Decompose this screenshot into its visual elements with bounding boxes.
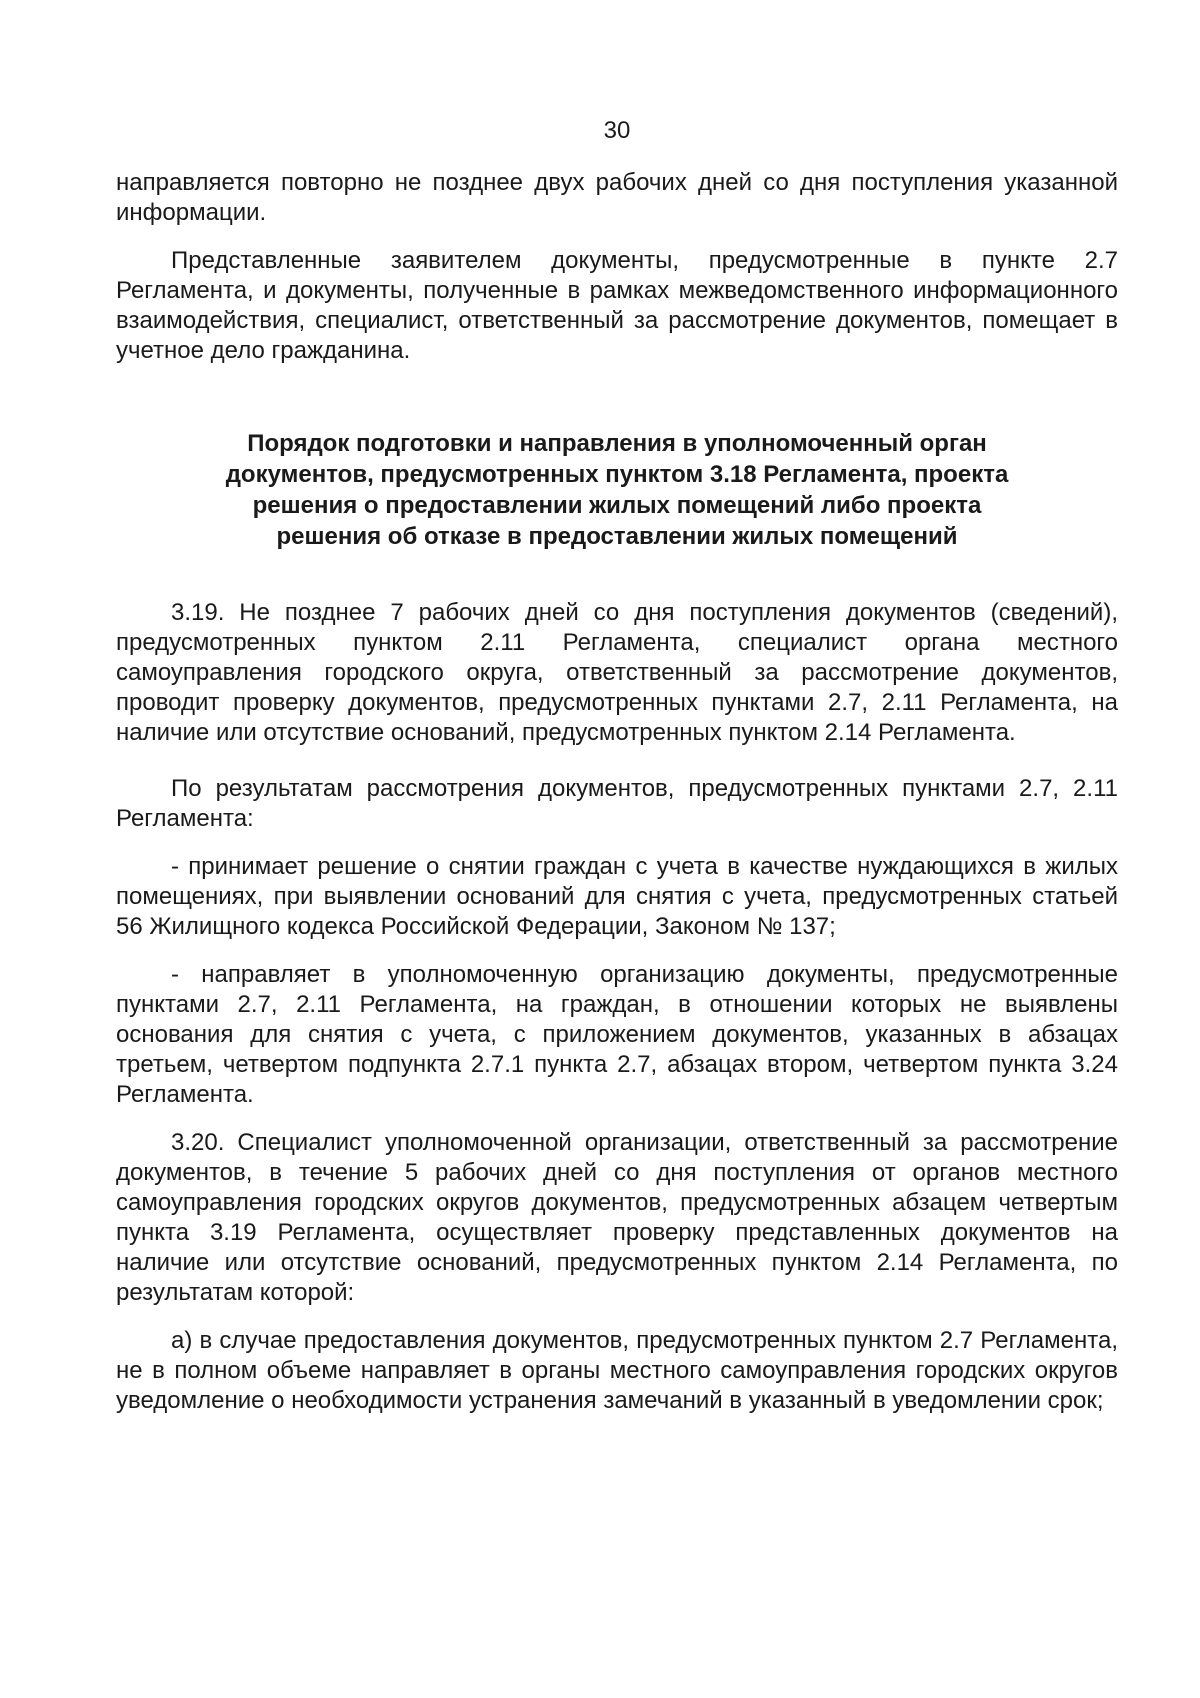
section-heading-line: решения об отказе в предоставлении жилых помещений <box>276 523 958 550</box>
list-item-deregistration: - принимает решение о снятии граждан с учета в качестве нуждающихся в жилых помещениях, при выявлении оснований для снятия с учета, предусмотренных статьей 56 Жилищного кодекса Российской Федерации, Законом № 137; <box>116 853 1118 940</box>
paragraph-documents-placement: Представленные заявителем документы, предусмотренные в пункте 2.7 Регламента, и документы, полученные в рамках межведомственного информационного взаимодействия, специалист, ответственный за рассмотрение документов, помещает в учетное дело гражданина. <box>116 247 1118 364</box>
paragraph-continuation: направляется повторно не позднее двух рабочих дней со дня поступления указанной информации. <box>116 169 1118 226</box>
section-heading-line: документов, предусмотренных пунктом 3.18 Регламента, проекта <box>225 461 1009 488</box>
paragraph-3-19: 3.19. Не позднее 7 рабочих дней со дня поступления документов (сведений), предусмотренных пунктом 2.11 Регламента, специалист органа местного самоуправления городского округа, ответственный за рассмотрение документов, проводит проверку документов, предусмотренных пунктами 2.7, 2.11 Регламента, на наличие или отсутствие оснований, предусмотренных пунктом 2.14 Регламента. <box>116 599 1118 746</box>
page-number: 30 <box>603 117 631 144</box>
section-heading <box>116 428 1118 552</box>
list-item-send-documents: - направляет в уполномоченную организацию документы, предусмотренные пунктами 2.7, 2.11 Регламента, на граждан, в отношении которых не выявлены основания для снятия с учета, с приложением документов, указанных в абзацах третьем, четвертом подпункта 2.7.1 пункта 2.7, абзацах втором, четвертом пункта 3.24 Регламента. <box>116 961 1118 1108</box>
paragraph-review-results: По результатам рассмотрения документов, предусмотренных пунктами 2.7, 2.11 Регламента: <box>116 775 1118 832</box>
paragraph-3-20: 3.20. Специалист уполномоченной организации, ответственный за рассмотрение документов, в течение 5 рабочих дней со дня поступления от органов местного самоуправления городских округов документов, предусмотренных абзацем четвертым пункта 3.19 Регламента, осуществляет проверку представленных документов на наличие или отсутствие оснований, предусмотренных пунктом 2.14 Регламента, по результатам которой: <box>116 1129 1118 1306</box>
list-item-a-incomplete-documents: а) в случае предоставления документов, предусмотренных пунктом 2.7 Регламента, не в полном объеме направляет в органы местного самоуправления городских округов уведомление о необходимости устранения замечаний в указанный в уведомлении срок; <box>116 1327 1118 1414</box>
section-heading-line: решения о предоставлении жилых помещений либо проекта <box>252 492 982 519</box>
section-heading-line: Порядок подготовки и направления в уполномоченный орган <box>247 430 987 457</box>
